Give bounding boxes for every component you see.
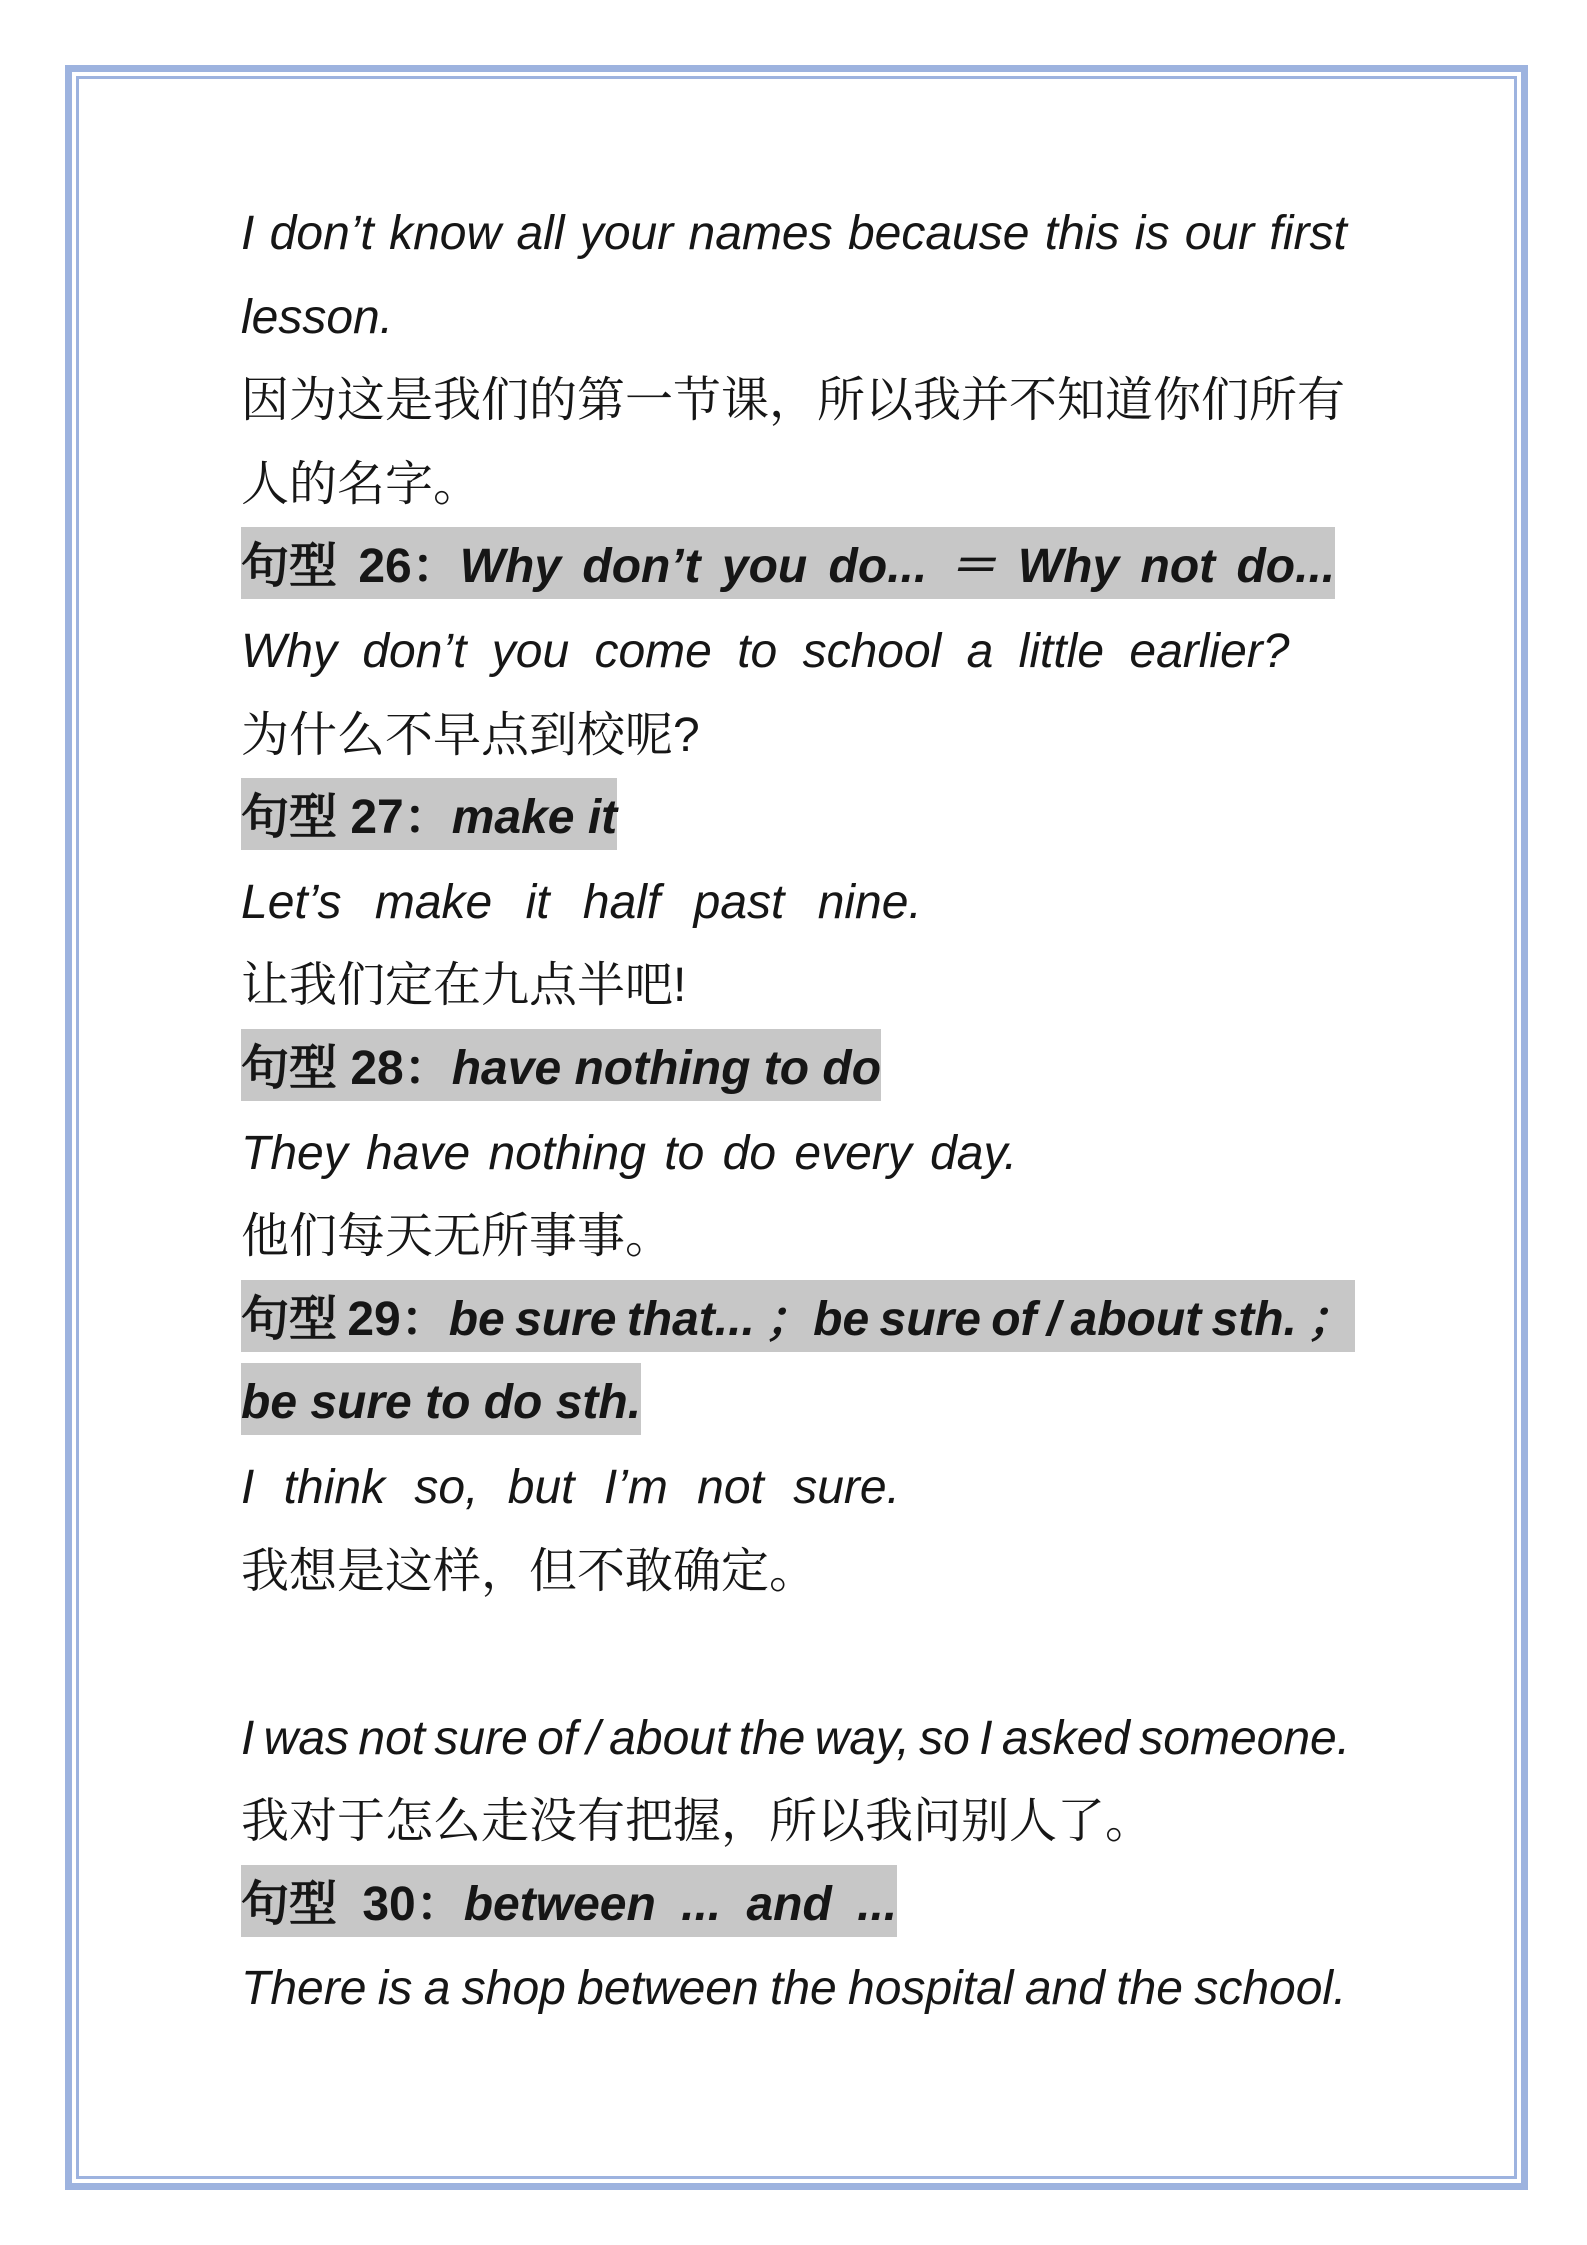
example-en-line: There is a shop between the hospital and the school. xyxy=(241,1962,1347,2016)
pattern-text: Why don’t you do... ＝ Why not do... xyxy=(459,540,1336,594)
example-zh-line: 让我们定在九点半吧! xyxy=(241,959,687,1013)
example-zh-line: 我对于怎么走没有把握，所以我问别人了。 xyxy=(241,1795,1154,1849)
example-en-line: Why don’t you come to school a little earlier? xyxy=(241,624,1290,678)
example-en-line: Let’s make it half past nine. xyxy=(241,875,922,929)
pattern-heading-row xyxy=(241,526,1501,610)
pattern-label: 句型 28： xyxy=(241,1041,452,1095)
pattern-heading-highlight xyxy=(241,1865,897,1937)
pattern-heading-row xyxy=(241,777,1501,861)
pattern-heading-highlight xyxy=(241,527,1335,599)
pattern-label: 句型 30： xyxy=(241,1877,464,1931)
pattern-heading-highlight xyxy=(241,1029,881,1101)
pattern-text: between ... and ... xyxy=(463,1877,898,1931)
pattern-heading-row xyxy=(241,1028,1501,1112)
pattern-heading-highlight xyxy=(241,1363,641,1435)
example-zh-line: 为什么不早点到校呢? xyxy=(241,708,700,762)
example-zh-line: 人的名字。 xyxy=(241,457,482,511)
pattern-label: 句型 27： xyxy=(241,791,452,845)
example-en-line: I don’t know all your names because this is our first xyxy=(241,207,1347,260)
pattern-text: be sure to do sth. xyxy=(241,1376,642,1430)
example-en-line: I think so, but I’m not sure. xyxy=(241,1460,900,1514)
pattern-heading-row xyxy=(241,1279,1501,1363)
pattern-text: be sure that... ；be sure of / about sth. ； xyxy=(448,1292,1356,1346)
pattern-label: 句型 26： xyxy=(241,540,460,594)
pattern-heading-row xyxy=(241,1864,1501,1948)
example-zh-line: 因为这是我们的第一节课，所以我并不知道你们所有 xyxy=(241,374,1346,428)
pattern-heading-row xyxy=(241,1362,1501,1446)
example-zh-line: 他们每天无所事事。 xyxy=(241,1210,674,1264)
example-en-line: lesson. xyxy=(241,290,394,344)
pattern-text: make it xyxy=(451,791,618,845)
blank-line xyxy=(241,1613,1501,1697)
example-zh-line: 我想是这样，但不敢确定。 xyxy=(241,1544,818,1598)
document-body xyxy=(241,192,1501,2031)
example-en-line: They have nothing to do every day. xyxy=(241,1126,1018,1180)
pattern-heading-highlight xyxy=(241,778,617,850)
pattern-text: have nothing to do xyxy=(451,1041,882,1095)
pattern-heading-highlight xyxy=(241,1280,1355,1352)
pattern-label: 句型 29： xyxy=(241,1292,449,1346)
example-en-line: I was not sure of / about the way, so I asked someone. xyxy=(241,1711,1351,1765)
